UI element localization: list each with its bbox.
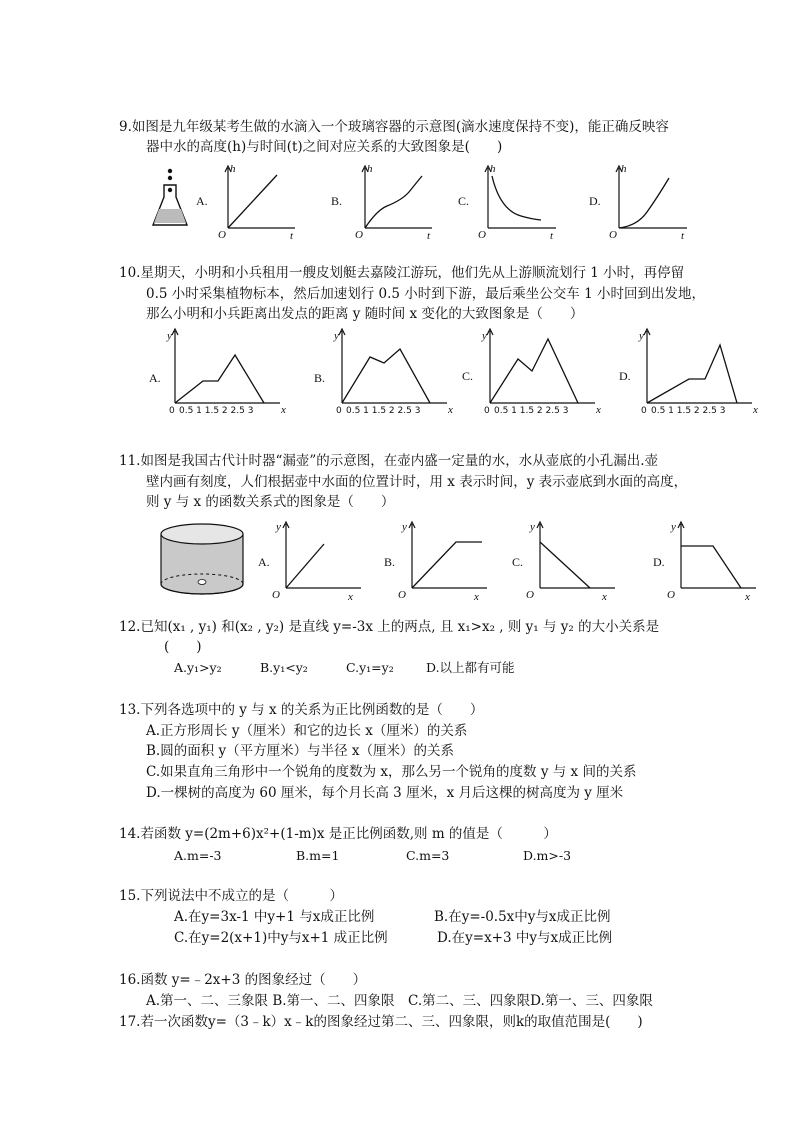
q12-stem-line2: ( ) — [164, 639, 202, 655]
q12-option-d: D.以上都有可能 — [426, 660, 515, 675]
q14-option-b: B.m=1 — [296, 848, 340, 863]
q15-stem: 15.下列说法中不成立的是（ ） — [119, 888, 343, 904]
q15-option-b: B.在y=-0.5x中y与x成正比例 — [434, 909, 611, 925]
svg-text:x: x — [348, 591, 353, 603]
q12-option-a: A.y₁>y₂ — [174, 660, 222, 675]
q13-option-c: C.如果直角三角形中一个锐角的度数为 x，那么另一个锐角的度数 y 与 x 间的关系 — [146, 764, 637, 780]
svg-text:O: O — [667, 589, 675, 601]
svg-text:x: x — [448, 404, 453, 416]
svg-text:x: x — [753, 404, 758, 416]
q14-option-d: D.m>-3 — [523, 848, 572, 863]
svg-text:O: O — [272, 589, 280, 601]
q12-stem-line1: 12.已知(x₁ , y₁) 和(x₂ , y₂) 是直线 y=-3x 上的两点, 且 x₁>x₂ , 则 y₁ 与 y₂ 的大小关系是 — [119, 619, 660, 635]
q9-graph-a-label: A. — [196, 194, 208, 208]
svg-text:h: h — [230, 163, 236, 175]
q9-graph-b — [327, 160, 442, 240]
svg-text:C.: C. — [512, 555, 524, 569]
svg-text:y: y — [167, 330, 172, 342]
svg-text:t: t — [290, 230, 294, 242]
q10-graph-c — [458, 325, 618, 420]
q10-graph-d — [615, 325, 775, 420]
svg-text:O: O — [355, 229, 363, 241]
q11-graph-c-line — [540, 542, 590, 588]
q11-stem-line3: 则 y 与 x 的函数关系式的图象是（ ） — [146, 494, 395, 510]
q13-option-d: D.一棵树的高度为 60 厘米，每个月长高 3 厘米，x 月后这棵的树高度为 y 厘米 — [146, 785, 624, 801]
q13-option-b: B.圆的面积 y（平方厘米）与半径 x（厘米）的关系 — [146, 743, 455, 759]
svg-text:t: t — [681, 230, 685, 242]
q10-graph-d-line — [647, 345, 737, 403]
q11-graph-d-line — [681, 546, 741, 588]
svg-text:x: x — [602, 591, 607, 603]
q11-stem-line1: 11.如图是我国古代计时器“漏壶”的示意图，在壶内盛一定量的水，水从壶底的小孔漏出.壶 — [119, 453, 659, 469]
svg-text:y: y — [402, 521, 407, 533]
q10-graph-a — [145, 325, 305, 420]
q10-stem-line1: 10.星期天，小明和小兵租用一艘皮划艇去嘉陵江游玩，他们先从上游顺流划行 1 小时，再停留 — [119, 265, 685, 281]
q11-graph-d — [651, 518, 766, 608]
q9-graph-a — [190, 160, 305, 240]
svg-text:O: O — [218, 229, 226, 241]
svg-text:0: 0 — [641, 406, 647, 416]
svg-text:h: h — [367, 163, 373, 175]
svg-text:y: y — [276, 521, 281, 533]
svg-text:B.: B. — [331, 194, 343, 208]
svg-text:O: O — [609, 229, 617, 241]
q14-stem: 14.若函数 y=(2m+6)x²+(1-m)x 是正比例函数,则 m 的值是（ ） — [119, 826, 557, 842]
svg-text:0.5 1 1.5 2 2.5 3: 0.5 1 1.5 2 2.5 3 — [179, 406, 254, 416]
q10-graph-b — [310, 325, 470, 420]
svg-text:0.5 1 1.5 2 2.5 3: 0.5 1 1.5 2 2.5 3 — [494, 406, 569, 416]
q10-stem-line3: 那么小明和小兵距离出发点的距离 y 随时间 x 变化的大致图象是（ ） — [146, 306, 584, 322]
q12-option-b: B.y₁<y₂ — [260, 660, 308, 675]
q11-water-clock-illustration — [158, 524, 248, 596]
q9-graph-d-curve — [619, 178, 669, 228]
svg-text:O: O — [478, 229, 486, 241]
svg-text:h: h — [621, 163, 627, 175]
q11-graph-c — [510, 518, 620, 608]
svg-text:0: 0 — [484, 406, 490, 416]
q11-graph-b — [384, 518, 494, 608]
svg-text:D.: D. — [589, 194, 601, 208]
svg-text:0: 0 — [336, 406, 342, 416]
svg-text:0.5 1 1.5 2 2.5 3: 0.5 1 1.5 2 2.5 3 — [346, 406, 421, 416]
q10-graph-b-line — [342, 349, 430, 403]
svg-text:D.: D. — [619, 369, 631, 383]
svg-text:A.: A. — [149, 371, 161, 385]
q10-graph-a-line — [175, 355, 264, 403]
q11-graph-a — [256, 518, 366, 608]
q16-options: A.第一、二、三象限 B.第一、二、四象限 C.第二、三、四象限D.第一、三、四象限 — [146, 993, 653, 1009]
q10-graph-c-line — [490, 339, 578, 403]
svg-text:x: x — [281, 404, 286, 416]
svg-text:O: O — [526, 589, 534, 601]
svg-text:B.: B. — [314, 371, 326, 385]
q15-option-d: D.在y=x+3 中y与x成正比例 — [437, 930, 613, 946]
q9-graph-a-line — [228, 175, 277, 228]
q15-option-c: C.在y=2(x+1)中y与x+1 成正比例 — [174, 930, 388, 946]
q13-stem: 13.下列各选项中的 y 与 x 的关系为正比例函数的是（ ） — [119, 702, 484, 718]
q16-stem: 16.函数 y=﹣2x+3 的图象经过（ ） — [119, 972, 367, 988]
svg-text:D.: D. — [653, 555, 665, 569]
q13-option-a: A.正方形周长 y（厘米）和它的边长 x（厘米）的关系 — [146, 723, 468, 739]
q9-graph-d — [587, 160, 702, 240]
q9-flask-illustration — [150, 163, 190, 233]
q14-option-a: A.m=-3 — [174, 848, 222, 863]
svg-text:y: y — [334, 330, 339, 342]
q17-stem: 17.若一次函数y=（3﹣k）x﹣k的图象经过第二、三、四象限，则k的取值范围是( ) — [119, 1014, 643, 1030]
svg-text:C.: C. — [458, 194, 470, 208]
q11-stem-line2: 壁内画有刻度，人们根据壶中水面的位置计时，用 x 表示时间，y 表示壶底到水面的高度， — [146, 474, 688, 490]
q11-graph-b-line — [412, 542, 482, 588]
svg-text:C.: C. — [462, 369, 474, 383]
q9-graph-c-curve — [492, 176, 541, 220]
q12-option-c: C.y₁=y₂ — [346, 660, 394, 675]
svg-text:x: x — [474, 591, 479, 603]
svg-text:B.: B. — [384, 555, 396, 569]
svg-text:A.: A. — [258, 555, 270, 569]
svg-text:y: y — [639, 330, 644, 342]
q9-graph-c — [456, 160, 571, 240]
svg-text:h: h — [490, 163, 496, 175]
svg-text:t: t — [427, 230, 431, 242]
svg-text:0.5 1 1.5 2 2.5 3: 0.5 1 1.5 2 2.5 3 — [651, 406, 726, 416]
q11-graph-a-line — [286, 544, 324, 588]
svg-text:x: x — [745, 591, 750, 603]
q9-stem-line2: 器中水的高度(h)与时间(t)之间对应关系的大致图象是( ) — [146, 139, 503, 155]
q10-stem-line2: 0.5 小时采集植物标本，然后加速划行 0.5 小时到下游，最后乘坐公交车 1 小时回到出发地， — [146, 286, 705, 302]
q9-stem-line1: 9.如图是九年级某考生做的水滴入一个玻璃容器的示意图(滴水速度保持不变)，能正确反映容 — [119, 119, 669, 135]
svg-text:y: y — [671, 521, 676, 533]
svg-text:O: O — [398, 589, 406, 601]
svg-text:x: x — [596, 404, 601, 416]
q9-graph-b-curve — [365, 176, 422, 228]
q14-option-c: C.m=3 — [406, 848, 450, 863]
svg-text:y: y — [530, 521, 535, 533]
svg-text:y: y — [482, 330, 487, 342]
svg-text:t: t — [550, 230, 554, 242]
q15-option-a: A.在y=3x-1 中y+1 与x成正比例 — [174, 909, 375, 925]
svg-text:0: 0 — [169, 406, 175, 416]
